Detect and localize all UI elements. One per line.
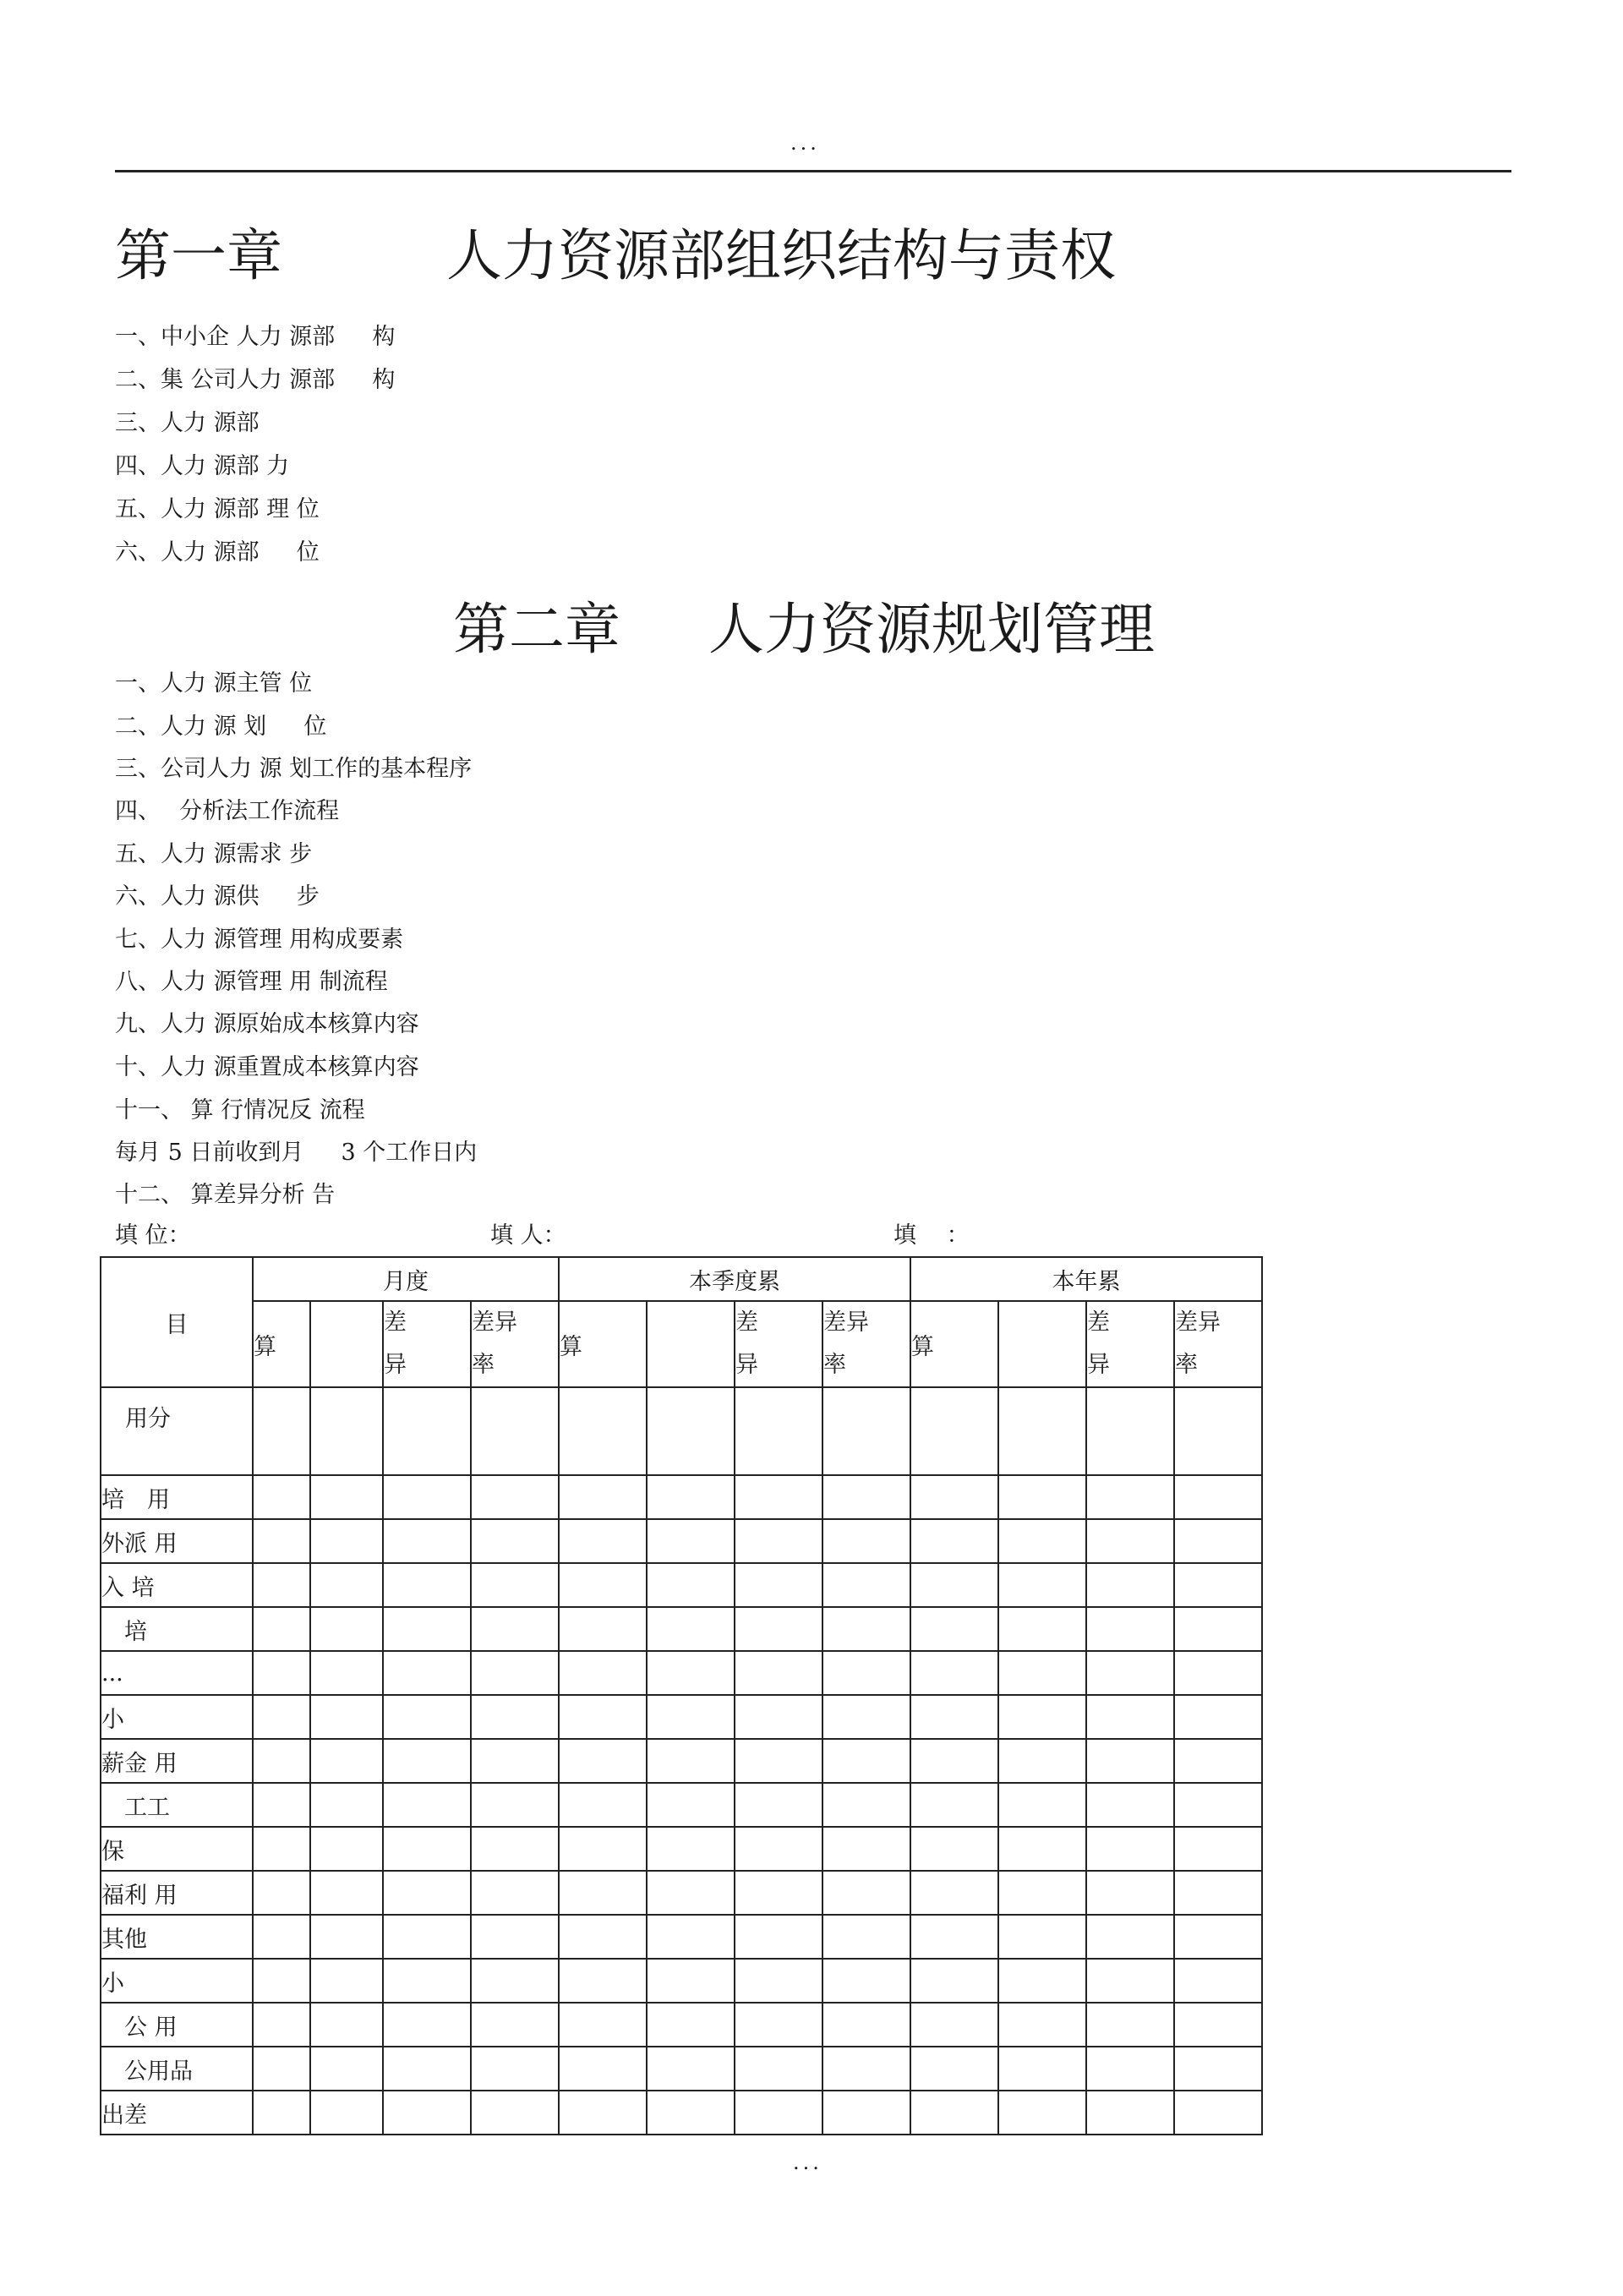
table-cell[interactable] — [910, 1607, 998, 1651]
table-cell[interactable] — [735, 2091, 822, 2135]
table-cell[interactable] — [735, 2047, 822, 2091]
table-subheader-row — [101, 1301, 1262, 1387]
table-cell[interactable] — [822, 1783, 910, 1827]
table-row — [101, 1387, 1262, 1475]
table-cell[interactable] — [253, 1519, 310, 1563]
subheader-diff-bottom: 异 — [1087, 1352, 1110, 1378]
table-cell[interactable] — [383, 2003, 471, 2047]
table-cell[interactable] — [735, 1959, 822, 2003]
table-cell[interactable] — [310, 1651, 383, 1695]
list-item: 一、中小企 人力 源部 构 — [115, 324, 396, 350]
table-cell[interactable] — [559, 1783, 647, 1827]
table-cell[interactable] — [647, 2091, 735, 2135]
table-cell[interactable] — [647, 1871, 735, 1915]
table-cell[interactable] — [310, 1519, 383, 1563]
table-cell[interactable] — [383, 1959, 471, 2003]
table-cell[interactable] — [1174, 2047, 1262, 2091]
table-cell[interactable] — [998, 1475, 1086, 1519]
table-cell[interactable] — [383, 1827, 471, 1871]
table-cell[interactable] — [310, 2091, 383, 2135]
table-cell[interactable] — [383, 1607, 471, 1651]
subheader-budget: 算 — [253, 1301, 310, 1387]
list-item: 十一、 算 行情况反 流程 — [115, 1097, 365, 1123]
table-cell[interactable] — [647, 1695, 735, 1739]
table-cell[interactable] — [910, 1695, 998, 1739]
table-cell[interactable] — [998, 1959, 1086, 2003]
table-cell[interactable] — [253, 1783, 310, 1827]
table-cell[interactable] — [910, 1387, 998, 1475]
table-cell[interactable] — [471, 1827, 559, 1871]
table-cell[interactable] — [559, 1915, 647, 1959]
table-cell[interactable] — [910, 2003, 998, 2047]
table-cell[interactable] — [910, 1915, 998, 1959]
row-label: 工工 — [101, 1783, 253, 1827]
group-header-year: 本年累 — [910, 1257, 1262, 1301]
table-cell[interactable] — [735, 1871, 822, 1915]
table-cell[interactable] — [1086, 1651, 1174, 1695]
table-body — [101, 1387, 1262, 2135]
table-row — [101, 1475, 1262, 1519]
table-cell[interactable] — [910, 2091, 998, 2135]
table-cell[interactable] — [310, 1695, 383, 1739]
table-cell[interactable] — [998, 1519, 1086, 1563]
subheader-rate-bottom: 率 — [823, 1352, 846, 1378]
subheader-rate-top: 差异 — [823, 1309, 869, 1336]
table-cell[interactable] — [735, 1783, 822, 1827]
table-cell[interactable] — [735, 1607, 822, 1651]
table-cell[interactable] — [559, 1739, 647, 1783]
subheader-actual — [310, 1301, 383, 1387]
table-cell[interactable] — [998, 1695, 1086, 1739]
table-cell[interactable] — [910, 1651, 998, 1695]
table-header-row — [101, 1257, 1262, 1301]
table-cell[interactable] — [471, 1387, 559, 1475]
table-cell[interactable] — [1086, 1959, 1174, 2003]
table-cell[interactable] — [471, 1475, 559, 1519]
table-cell[interactable] — [471, 1651, 559, 1695]
table-cell[interactable] — [559, 1519, 647, 1563]
table-cell[interactable] — [471, 2091, 559, 2135]
table-row — [101, 1827, 1262, 1871]
table-cell[interactable] — [647, 1827, 735, 1871]
subheader-diff-bottom: 异 — [384, 1352, 407, 1378]
list-item: 八、人力 源管理 用 制流程 — [115, 969, 388, 995]
row-label: 保 — [101, 1827, 253, 1871]
table-cell[interactable] — [910, 1959, 998, 2003]
table-row — [101, 1563, 1262, 1607]
list-item: 每月 5 日前收到月 3 个工作日内 — [115, 1140, 478, 1166]
table-cell[interactable] — [998, 1783, 1086, 1827]
table-cell[interactable] — [383, 1519, 471, 1563]
table-cell[interactable] — [1174, 1871, 1262, 1915]
row-label: 福利 用 — [101, 1871, 253, 1915]
table-cell[interactable] — [1174, 1607, 1262, 1651]
table-cell[interactable] — [647, 1607, 735, 1651]
table-cell[interactable] — [383, 1871, 471, 1915]
list-item: 五、人力 源部 理 位 — [115, 496, 320, 522]
table-row — [101, 1783, 1262, 1827]
table-cell[interactable] — [822, 1695, 910, 1739]
table-cell[interactable] — [253, 1959, 310, 2003]
subheader-rate — [822, 1301, 910, 1387]
row-label: ... — [101, 1651, 253, 1695]
table-cell[interactable] — [383, 1475, 471, 1519]
table-cell[interactable] — [647, 1475, 735, 1519]
table-cell[interactable] — [471, 1783, 559, 1827]
table-cell[interactable] — [910, 1827, 998, 1871]
table-cell[interactable] — [253, 1739, 310, 1783]
footer-dots: ... — [793, 2151, 822, 2174]
table-cell[interactable] — [998, 2003, 1086, 2047]
table-cell[interactable] — [310, 1739, 383, 1783]
group-header-quarter: 本季度累 — [559, 1257, 910, 1301]
table-cell[interactable] — [383, 1915, 471, 1959]
table-cell[interactable] — [559, 2003, 647, 2047]
table-cell[interactable] — [647, 1739, 735, 1783]
table-cell[interactable] — [471, 1739, 559, 1783]
subheader-diff-top: 差 — [1087, 1309, 1110, 1336]
table-cell[interactable] — [310, 1475, 383, 1519]
table-cell[interactable] — [559, 1871, 647, 1915]
table-cell[interactable] — [559, 2047, 647, 2091]
table-cell[interactable] — [998, 1607, 1086, 1651]
table-cell[interactable] — [735, 1475, 822, 1519]
row-label: 公用品 — [101, 2047, 253, 2091]
header-dots: ... — [790, 131, 820, 155]
table-cell[interactable] — [735, 1387, 822, 1475]
list-item: 三、公司人力 源 划工作的基本程序 — [115, 756, 473, 782]
table-cell[interactable] — [1174, 2003, 1262, 2047]
list-item: 六、人力 源部 位 — [115, 539, 320, 566]
table-cell[interactable] — [1174, 1783, 1262, 1827]
table-cell[interactable] — [559, 1475, 647, 1519]
row-label: 出差 — [101, 2091, 253, 2135]
table-cell[interactable] — [910, 1739, 998, 1783]
row-label: 小 — [101, 1695, 253, 1739]
row-label: 公 用 — [101, 2003, 253, 2047]
table-cell[interactable] — [1086, 1387, 1174, 1475]
table-cell[interactable] — [910, 2047, 998, 2091]
table-cell[interactable] — [735, 1915, 822, 1959]
table-cell[interactable] — [1086, 2091, 1174, 2135]
table-cell[interactable] — [310, 1607, 383, 1651]
table-cell[interactable] — [1086, 1871, 1174, 1915]
table-cell[interactable] — [383, 1739, 471, 1783]
table-cell[interactable] — [310, 2003, 383, 2047]
table-row — [101, 2047, 1262, 2091]
table-cell[interactable] — [383, 2091, 471, 2135]
table-row — [101, 1651, 1262, 1695]
subheader-budget: 算 — [559, 1301, 647, 1387]
table-cell[interactable] — [822, 1563, 910, 1607]
subheader-diff-top: 差 — [735, 1309, 758, 1336]
table-row — [101, 2003, 1262, 2047]
table-cell[interactable] — [310, 1387, 383, 1475]
table-cell[interactable] — [310, 2047, 383, 2091]
chapter1-title: 人力资源部组织结构与责权 — [446, 223, 1116, 288]
table-cell[interactable] — [822, 1959, 910, 2003]
header-rule — [115, 170, 1511, 172]
table-cell[interactable] — [253, 2047, 310, 2091]
table-cell[interactable] — [735, 1695, 822, 1739]
group-header-month: 月度 — [253, 1257, 559, 1301]
table-cell[interactable] — [253, 1563, 310, 1607]
table-cell[interactable] — [822, 1739, 910, 1783]
table-cell[interactable] — [559, 1695, 647, 1739]
table-cell[interactable] — [1086, 1519, 1174, 1563]
table-cell[interactable] — [471, 1563, 559, 1607]
table-row — [101, 1739, 1262, 1783]
table-row — [101, 1915, 1262, 1959]
table-cell[interactable] — [647, 1563, 735, 1607]
subheader-rate-bottom: 率 — [1175, 1352, 1198, 1378]
table-cell[interactable] — [1086, 1695, 1174, 1739]
table-cell[interactable] — [910, 1563, 998, 1607]
table-row — [101, 1519, 1262, 1563]
table-cell[interactable] — [735, 1827, 822, 1871]
table-cell[interactable] — [647, 2003, 735, 2047]
table-cell[interactable] — [253, 1387, 310, 1475]
table-row — [101, 1871, 1262, 1915]
form-date-label: 填 ： — [893, 1222, 970, 1249]
row-label: 培 — [101, 1607, 253, 1651]
table-cell[interactable] — [310, 1915, 383, 1959]
table-cell[interactable] — [559, 1607, 647, 1651]
table-cell[interactable] — [1086, 1915, 1174, 1959]
table-cell[interactable] — [253, 1475, 310, 1519]
table-cell[interactable] — [822, 1651, 910, 1695]
table-cell[interactable] — [647, 2047, 735, 2091]
row-label: 用分 — [101, 1387, 253, 1475]
subheader-rate-bottom: 率 — [472, 1352, 495, 1378]
budget-variance-table — [100, 1256, 1263, 2135]
list-item: 四、人力 源部 力 — [115, 453, 290, 479]
chapter2-title: 人力资源规划管理 — [708, 597, 1155, 662]
table-cell[interactable] — [822, 2091, 910, 2135]
list-item: 一、人力 源主管 位 — [115, 670, 313, 697]
subheader-rate-top: 差异 — [472, 1309, 517, 1336]
table-cell[interactable] — [1174, 1651, 1262, 1695]
list-item: 二、集 公司人力 源部 构 — [115, 367, 396, 393]
table-cell[interactable] — [1174, 1915, 1262, 1959]
table-cell[interactable] — [1086, 1827, 1174, 1871]
table-cell[interactable] — [822, 1827, 910, 1871]
row-label: 培 用 — [101, 1475, 253, 1519]
table-cell[interactable] — [471, 1871, 559, 1915]
table-cell[interactable] — [1174, 1827, 1262, 1871]
item-header: 目 — [101, 1257, 253, 1387]
table-cell[interactable] — [471, 1695, 559, 1739]
table-cell[interactable] — [471, 1915, 559, 1959]
table-cell[interactable] — [1086, 1783, 1174, 1827]
table-cell[interactable] — [822, 1519, 910, 1563]
table-cell[interactable] — [1086, 1607, 1174, 1651]
table-cell[interactable] — [998, 1651, 1086, 1695]
table-cell[interactable] — [822, 1387, 910, 1475]
table-cell[interactable] — [1174, 1519, 1262, 1563]
table-cell[interactable] — [735, 1519, 822, 1563]
subheader-rate-top: 差异 — [1175, 1309, 1221, 1336]
form-unit-label: 填 位： — [115, 1222, 191, 1249]
table-cell[interactable] — [383, 1563, 471, 1607]
table-cell[interactable] — [253, 1871, 310, 1915]
table-cell[interactable] — [1174, 1387, 1262, 1475]
subheader-diff-bottom: 异 — [735, 1352, 758, 1378]
table-cell[interactable] — [1174, 1695, 1262, 1739]
list-item: 二、人力 源 划 位 — [115, 713, 327, 740]
row-label: 入 培 — [101, 1563, 253, 1607]
table-cell[interactable] — [647, 1651, 735, 1695]
table-cell[interactable] — [383, 1695, 471, 1739]
table-cell[interactable] — [998, 1387, 1086, 1475]
list-item: 十二、 算差异分析 告 — [115, 1182, 336, 1208]
table-cell[interactable] — [647, 1387, 735, 1475]
table-cell[interactable] — [822, 1607, 910, 1651]
table-cell[interactable] — [383, 1387, 471, 1475]
table-cell[interactable] — [310, 1563, 383, 1607]
subheader-diff — [383, 1301, 471, 1387]
row-label: 外派 用 — [101, 1519, 253, 1563]
table-cell[interactable] — [559, 1387, 647, 1475]
table-cell[interactable] — [998, 1739, 1086, 1783]
row-label: 小 — [101, 1959, 253, 2003]
table-cell[interactable] — [559, 1651, 647, 1695]
table-cell[interactable] — [910, 1475, 998, 1519]
table-cell[interactable] — [647, 1519, 735, 1563]
table-cell[interactable] — [735, 1563, 822, 1607]
table-cell[interactable] — [647, 1783, 735, 1827]
table-cell[interactable] — [310, 1871, 383, 1915]
table-cell[interactable] — [647, 1915, 735, 1959]
table-cell[interactable] — [1086, 1739, 1174, 1783]
table-cell[interactable] — [253, 2091, 310, 2135]
table-cell[interactable] — [471, 1607, 559, 1651]
table-cell[interactable] — [1086, 2047, 1174, 2091]
row-label: 其他 — [101, 1915, 253, 1959]
table-cell[interactable] — [253, 1827, 310, 1871]
table-cell[interactable] — [998, 1563, 1086, 1607]
table-cell[interactable] — [253, 1607, 310, 1651]
table-cell[interactable] — [559, 1827, 647, 1871]
list-item: 六、人力 源供 步 — [115, 883, 320, 910]
table-cell[interactable] — [735, 1739, 822, 1783]
chapter2-number: 第二章 — [453, 597, 620, 662]
table-cell[interactable] — [471, 1519, 559, 1563]
table-cell[interactable] — [310, 1959, 383, 2003]
table-cell[interactable] — [310, 1827, 383, 1871]
list-item: 五、人力 源需求 步 — [115, 841, 313, 867]
table-cell[interactable] — [253, 1651, 310, 1695]
chapter1-number: 第一章 — [115, 223, 282, 288]
table-row — [101, 1695, 1262, 1739]
table-cell[interactable] — [647, 1959, 735, 2003]
table-cell[interactable] — [559, 2091, 647, 2135]
subheader-actual — [647, 1301, 735, 1387]
table-cell[interactable] — [1174, 1959, 1262, 2003]
table-cell[interactable] — [383, 1783, 471, 1827]
list-item: 九、人力 源原始成本核算内容 — [115, 1011, 419, 1037]
table-row — [101, 1959, 1262, 2003]
form-person-label: 填 人： — [490, 1222, 566, 1249]
table-cell[interactable] — [383, 1651, 471, 1695]
table-row — [101, 2091, 1262, 2135]
list-item: 十、人力 源重置成本核算内容 — [115, 1054, 419, 1080]
subheader-rate — [471, 1301, 559, 1387]
table-cell[interactable] — [998, 1871, 1086, 1915]
subheader-rate — [1174, 1301, 1262, 1387]
subheader-budget: 算 — [910, 1301, 998, 1387]
subheader-diff-top: 差 — [384, 1309, 407, 1336]
table-cell[interactable] — [1086, 1475, 1174, 1519]
subheader-actual — [998, 1301, 1086, 1387]
table-cell[interactable] — [383, 2047, 471, 2091]
subheader-diff — [735, 1301, 822, 1387]
subheader-diff — [1086, 1301, 1174, 1387]
table-cell[interactable] — [471, 1959, 559, 2003]
table-cell[interactable] — [822, 2047, 910, 2091]
table-cell[interactable] — [822, 1915, 910, 1959]
list-item: 四、 分析法工作流程 — [115, 798, 340, 824]
table-cell[interactable] — [998, 1915, 1086, 1959]
table-cell[interactable] — [471, 2003, 559, 2047]
table-cell[interactable] — [822, 2003, 910, 2047]
table-cell[interactable] — [1174, 1475, 1262, 1519]
table-cell[interactable] — [910, 1519, 998, 1563]
table-cell[interactable] — [253, 1915, 310, 1959]
list-item: 三、人力 源部 — [115, 410, 260, 436]
table-cell[interactable] — [822, 1475, 910, 1519]
table-cell[interactable] — [1174, 1563, 1262, 1607]
table-cell[interactable] — [910, 1871, 998, 1915]
table-cell[interactable] — [822, 1871, 910, 1915]
table-cell[interactable] — [1174, 1739, 1262, 1783]
table-cell[interactable] — [998, 1827, 1086, 1871]
table-cell[interactable] — [998, 2091, 1086, 2135]
table-cell[interactable] — [253, 1695, 310, 1739]
row-label: 薪金 用 — [101, 1739, 253, 1783]
table-cell[interactable] — [1174, 2091, 1262, 2135]
table-cell[interactable] — [998, 2047, 1086, 2091]
table-cell[interactable] — [1086, 2003, 1174, 2047]
list-item: 七、人力 源管理 用构成要素 — [115, 927, 404, 953]
table-cell[interactable] — [910, 1783, 998, 1827]
table-cell[interactable] — [471, 2047, 559, 2091]
table-cell[interactable] — [559, 1563, 647, 1607]
table-cell[interactable] — [735, 1651, 822, 1695]
table-cell[interactable] — [735, 2003, 822, 2047]
table-row — [101, 1607, 1262, 1651]
table-cell[interactable] — [1086, 1563, 1174, 1607]
table-cell[interactable] — [559, 1959, 647, 2003]
table-cell[interactable] — [310, 1783, 383, 1827]
table-cell[interactable] — [253, 2003, 310, 2047]
